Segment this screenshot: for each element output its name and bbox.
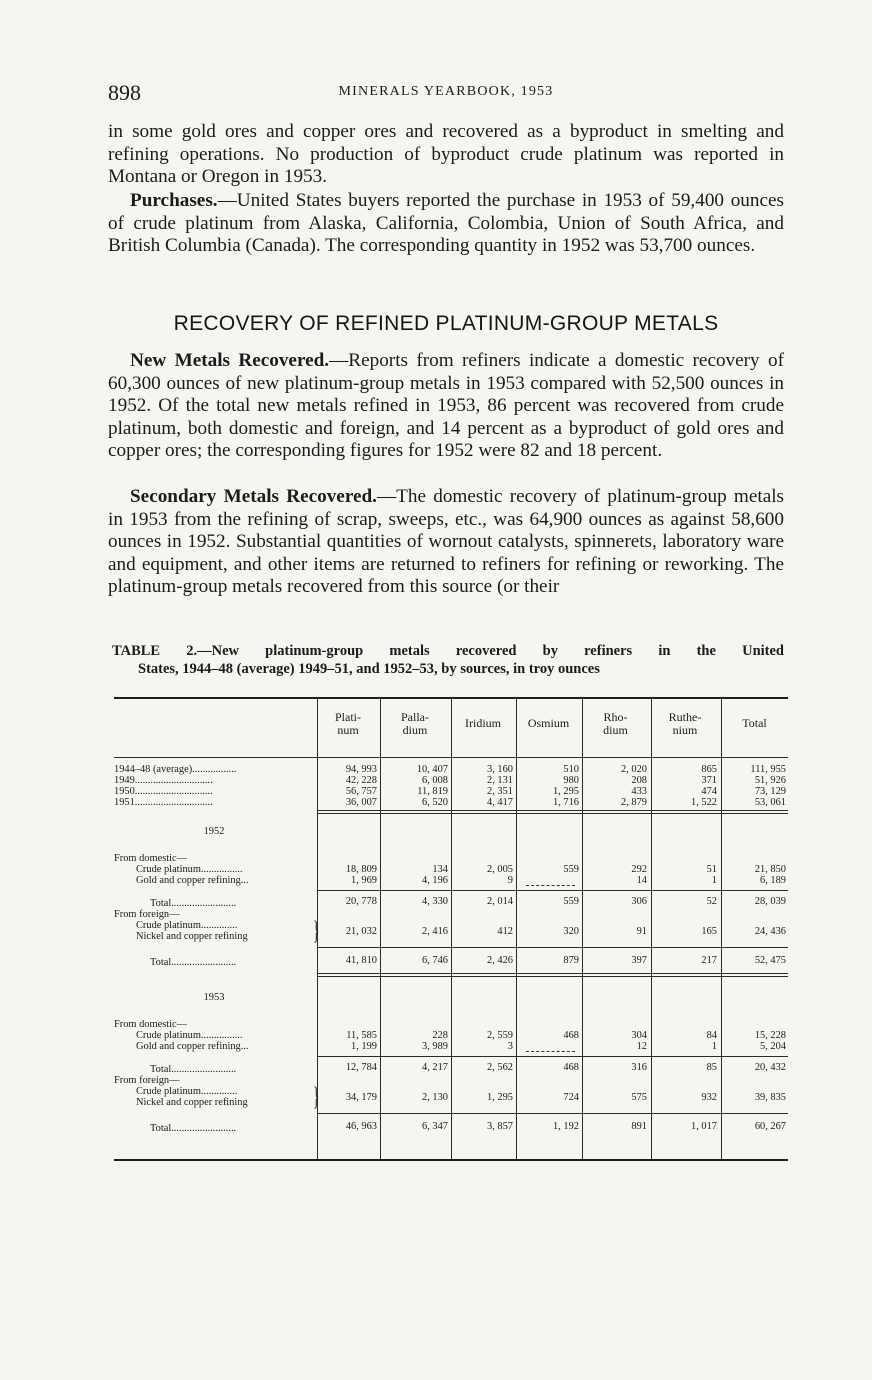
row-label: Total.........................	[150, 957, 237, 968]
table-cell: 10, 407	[416, 764, 448, 775]
table-cell: 879	[563, 955, 579, 966]
table-cell: 510	[563, 764, 579, 775]
table-cell: 2, 005	[487, 864, 513, 875]
table-cell: 52	[706, 896, 717, 907]
table-cell: 41, 810	[345, 955, 377, 966]
table-cell: 371	[701, 775, 717, 786]
table-cell: 21, 850	[754, 864, 786, 875]
column-header: Palla- dium	[401, 710, 429, 737]
table-cell: 932	[701, 1092, 717, 1103]
row-label: Gold and copper refining...	[136, 1041, 249, 1052]
row-label: Crude platinum................	[136, 1030, 243, 1041]
paragraph-continuation	[108, 121, 784, 189]
table-cell: 1, 017	[691, 1121, 717, 1132]
dash-leader	[526, 877, 575, 886]
table-cell: 73, 129	[754, 786, 786, 797]
table-cell: 1, 522	[691, 797, 717, 808]
paragraph-secondary-metals	[108, 486, 784, 599]
table-cell: 84	[706, 1030, 717, 1041]
row-label: Nickel and copper refining	[136, 931, 248, 942]
table-cell: 11, 819	[417, 786, 448, 797]
table-cell: 306	[631, 896, 647, 907]
group-label: From foreign—	[114, 1075, 180, 1086]
table-cell: 2, 559	[487, 1030, 513, 1041]
paragraph-text: —United States buyers reported the purchase in 1953 of 59,400 ounces of crude platinum from Alaska, California, Colombia, Union of South Africa, and British Columbia (Canada). The corresponding quantity in 1952 was 53,700 ounces.	[108, 190, 784, 257]
subtotal-rule	[317, 947, 788, 948]
column-rule	[651, 699, 652, 1159]
table-cell: 3	[507, 1041, 513, 1052]
paragraph-purchases	[108, 190, 784, 258]
table-cell: 292	[631, 864, 647, 875]
column-rule	[451, 699, 452, 1159]
table-cell: 304	[631, 1030, 647, 1041]
table-cell: 52, 475	[754, 955, 786, 966]
subtotal-rule	[317, 1113, 788, 1114]
column-header: Iridium	[465, 716, 501, 730]
year-heading: 1952	[203, 826, 225, 837]
row-label: Total.........................	[150, 898, 237, 909]
group-label: From domestic—	[114, 853, 188, 864]
table-cell: 1	[711, 875, 717, 886]
column-header: Plati- num	[335, 710, 361, 737]
row-label: Crude platinum................	[136, 864, 243, 875]
column-rule	[721, 699, 722, 1159]
table-cell: 3, 989	[422, 1041, 448, 1052]
table-cell: 34, 179	[345, 1092, 377, 1103]
table-cell: 4, 196	[422, 875, 448, 886]
row-label: 1949..............................	[114, 775, 213, 786]
table-cell: 433	[631, 786, 647, 797]
table-cell: 3, 160	[487, 764, 513, 775]
table-cell: 2, 130	[422, 1092, 448, 1103]
table-cell: 20, 778	[345, 896, 377, 907]
row-label: Total.........................	[150, 1064, 237, 1075]
double-rule	[317, 810, 788, 811]
table-cell: 6, 347	[422, 1121, 448, 1132]
table-cell: 134	[432, 864, 448, 875]
table-cell: 51, 926	[754, 775, 786, 786]
double-rule	[317, 976, 788, 977]
paragraph-lead: Secondary Metals Recovered.	[130, 486, 377, 507]
table-cell: 91	[636, 926, 647, 937]
table-cell: 4, 330	[422, 896, 448, 907]
table-cell: 51	[706, 864, 717, 875]
table-cell: 165	[701, 926, 717, 937]
dash-leader	[526, 1043, 575, 1052]
table-cell: 60, 267	[754, 1121, 786, 1132]
table-cell: 4, 417	[487, 797, 513, 808]
table-cell: 11, 585	[346, 1030, 377, 1041]
table-cell: 6, 189	[760, 875, 786, 886]
table-cell: 1, 969	[351, 875, 377, 886]
table-cell: 1, 295	[487, 1092, 513, 1103]
row-label: Nickel and copper refining	[136, 1097, 248, 1108]
table-cell: 46, 963	[345, 1121, 377, 1132]
table-cell: 53, 061	[754, 797, 786, 808]
table-cell: 21, 032	[345, 926, 377, 937]
table-cell: 6, 520	[422, 797, 448, 808]
row-label: 1944–48 (average).................	[114, 764, 237, 775]
row-label: 1950..............................	[114, 786, 213, 797]
column-rule	[516, 699, 517, 1159]
table-cell: 6, 008	[422, 775, 448, 786]
table-cell: 575	[631, 1092, 647, 1103]
row-label: Crude platinum..............	[136, 1086, 238, 1097]
table-cell: 559	[563, 864, 579, 875]
brace-mark: }	[313, 1082, 320, 1111]
table-cell: 2, 131	[487, 775, 513, 786]
row-label: 1951..............................	[114, 797, 213, 808]
table-cell: 724	[563, 1092, 579, 1103]
table-cell: 1, 295	[553, 786, 579, 797]
group-label: From foreign—	[114, 909, 180, 920]
table-cell: 39, 835	[754, 1092, 786, 1103]
table-cell: 12	[636, 1041, 647, 1052]
column-header: Osmium	[527, 716, 570, 730]
table-cell: 28, 039	[754, 896, 786, 907]
column-header: Total	[742, 716, 767, 730]
table-cell: 42, 228	[345, 775, 377, 786]
table-cell: 468	[563, 1062, 579, 1073]
paragraph-text: —Reports from refiners indicate a domestic recovery of 60,300 ounces of new platinum-group metals in 1953 compared with 52,500 ounces in 1952. Of the total new metals refined in 1953, 86 percent was recovered from crude platinum, both domestic and foreign, and 14 percent as a byproduct of gold ores and copper ores; the corresponding figures for 1952 were 82 and 18 percent.	[108, 350, 784, 462]
double-rule	[317, 973, 788, 974]
table-cell: 5, 204	[760, 1041, 786, 1052]
table-cell: 891	[631, 1121, 647, 1132]
table-caption-line: States, 1944–48 (average) 1949–51, and 1952–53, by sources, in troy ounces	[138, 661, 600, 677]
subtotal-rule	[317, 890, 788, 891]
table-cell: 2, 426	[487, 955, 513, 966]
table-cell: 9	[507, 875, 513, 886]
table-cell: 2, 014	[487, 896, 513, 907]
table-cell: 56, 757	[345, 786, 377, 797]
row-label: Gold and copper refining...	[136, 875, 249, 886]
running-title: MINERALS YEARBOOK, 1953	[338, 84, 554, 99]
table-cell: 15, 228	[754, 1030, 786, 1041]
group-label: From domestic—	[114, 1019, 188, 1030]
table-cell: 208	[631, 775, 647, 786]
table-cell: 3, 857	[487, 1121, 513, 1132]
section-title: RECOVERY OF REFINED PLATINUM-GROUP METALS	[173, 312, 719, 335]
double-rule	[317, 813, 788, 814]
table-cell: 2, 351	[487, 786, 513, 797]
table-cell: 217	[701, 955, 717, 966]
table-cell: 18, 809	[345, 864, 377, 875]
table-cell: 20, 432	[754, 1062, 786, 1073]
table-cell: 111, 955	[750, 764, 786, 775]
table-cell: 412	[497, 926, 513, 937]
table-cell: 4, 217	[422, 1062, 448, 1073]
table-cell: 865	[701, 764, 717, 775]
table-cell: 12, 784	[345, 1062, 377, 1073]
brace-mark: }	[313, 916, 320, 945]
paragraph-text: in some gold ores and copper ores and recovered as a byproduct in smelting and refining operations. No production of byproduct crude platinum was reported in Montana or Oregon in 1953.	[108, 121, 784, 188]
table-cell: 1, 192	[553, 1121, 579, 1132]
table-cell: 228	[432, 1030, 448, 1041]
table-cell: 2, 562	[487, 1062, 513, 1073]
table-cell: 1, 716	[553, 797, 579, 808]
table-cell: 468	[563, 1030, 579, 1041]
column-rule	[582, 699, 583, 1159]
subtotal-rule	[317, 1056, 788, 1057]
row-label: Crude platinum..............	[136, 920, 238, 931]
page-header	[108, 80, 784, 106]
column-header: Rho- dium	[603, 710, 628, 737]
table-caption	[112, 642, 784, 678]
row-label: Total.........................	[150, 1123, 237, 1134]
paragraph-text: —The domestic recovery of platinum-group metals in 1953 from the refining of scrap, sweeps, etc., was 64,900 ounces as against 58,600 ounces in 1952. Substantial quantities of wornout catalysts, spinnerets, laboratory ware and equipment, and other items are returned to refiners for refining or reworking. The platinum-group metals recovered from this source (or their	[108, 486, 785, 598]
column-rule	[380, 699, 381, 1159]
year-heading: 1953	[203, 992, 225, 1003]
table-bottom-rule	[114, 1159, 788, 1161]
table-cell: 24, 436	[754, 926, 786, 937]
table-cell: 474	[701, 786, 717, 797]
table-cell: 316	[631, 1062, 647, 1073]
table-caption-line: TABLE 2.—New platinum-group metals recovered by refiners in the United	[112, 643, 784, 659]
table-cell: 94, 993	[345, 764, 377, 775]
data-table	[114, 697, 788, 1165]
table-cell: 2, 416	[422, 926, 448, 937]
table-cell: 36, 007	[345, 797, 377, 808]
table-cell: 6, 746	[422, 955, 448, 966]
table-cell: 1, 199	[351, 1041, 377, 1052]
table-cell: 980	[563, 775, 579, 786]
table-cell: 2, 879	[621, 797, 647, 808]
table-cell: 2, 020	[621, 764, 647, 775]
table-cell: 559	[563, 896, 579, 907]
table-cell: 85	[706, 1062, 717, 1073]
table-cell: 320	[563, 926, 579, 937]
paragraph-lead: Purchases.	[130, 190, 218, 211]
table-cell: 14	[636, 875, 647, 886]
table-cell: 397	[631, 955, 647, 966]
paragraph-new-metals	[108, 350, 784, 463]
column-header: Ruthe- nium	[668, 710, 702, 737]
table-cell: 1	[711, 1041, 717, 1052]
paragraph-lead: New Metals Recovered.	[130, 350, 330, 371]
page-number: 898	[108, 80, 141, 105]
